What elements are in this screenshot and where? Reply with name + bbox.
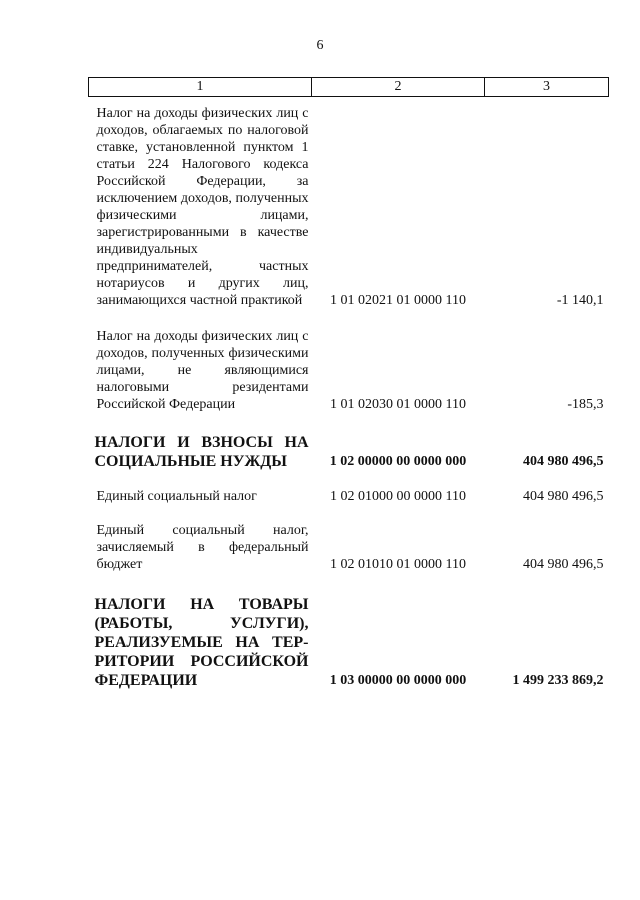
budget-code: 1 01 02030 01 0000 110: [330, 397, 466, 412]
revenue-name: Налог на доходы физических лиц с доходов, облагаемых по налоговой ставке, установленной пунктом 1 статьи 224 Налогового кодекса Российской Федерации, за исключением доходов, полученных физическими лицами, зарегистрированными в качестве индивидуальных предпринимателей, частных нотариусов и других лиц, занимающихся частной практикой: [96, 106, 309, 308]
page-number: 6: [316, 38, 324, 53]
budget-code: 1 02 01010 01 0000 110: [330, 557, 466, 572]
revenue-name: Налог на доходы физических лиц с доходов, полученных физическими лицами, не являющимися налоговыми резидентами Российской Федерации: [96, 329, 309, 412]
revenue-name: НАЛОГИ НА ТОВАРЫ (РАБОТЫ, УСЛУГИ), РЕАЛИЗУЕМЫЕ НА ТЕР-РИТОРИИ РОССИЙСКОЙ ФЕДЕРАЦИИ: [94, 596, 309, 689]
table-row: [89, 97, 609, 310]
revenue-name: НАЛОГИ И ВЗНОСЫ НА СОЦИАЛЬНЫЕ НУЖДЫ: [94, 434, 309, 470]
amount: -185,3: [567, 397, 604, 412]
budget-code: 1 03 00000 00 0000 000: [329, 673, 467, 688]
revenue-name: Единый социальный налог: [96, 489, 257, 504]
column-header-2: 2: [312, 78, 485, 97]
column-header-1: 1: [89, 78, 312, 97]
amount: -1 140,1: [556, 293, 604, 308]
table-row-section: [89, 573, 609, 690]
table-row-section: [89, 413, 609, 471]
budget-code: 1 02 01000 00 0000 110: [330, 489, 466, 504]
table-row: [89, 309, 609, 413]
amount: 404 980 496,5: [523, 557, 604, 572]
budget-code: 1 01 02021 01 0000 110: [330, 293, 466, 308]
budget-code: 1 02 00000 00 0000 000: [329, 454, 467, 469]
table-row: [89, 471, 609, 505]
amount: 404 980 496,5: [523, 454, 604, 469]
revenue-name: Единый социальный налог, зачисляемый в федеральный бюджет: [96, 523, 309, 572]
column-header-3: 3: [485, 78, 609, 97]
table-row: [89, 505, 609, 573]
amount: 1 499 233 869,2: [512, 673, 604, 688]
table-header-row: [89, 78, 609, 97]
budget-revenue-table: [88, 77, 609, 690]
amount: 404 980 496,5: [523, 489, 604, 504]
